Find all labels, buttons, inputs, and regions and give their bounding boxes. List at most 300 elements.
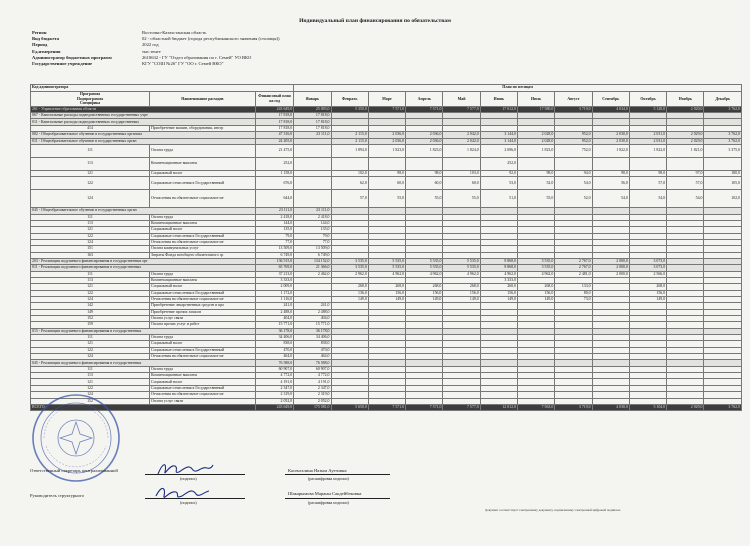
- row-month-value: 2 418,0: [294, 214, 331, 220]
- row-annual: 1 116,0: [255, 297, 293, 303]
- table-row: [31, 144, 742, 157]
- row-month-value: 5 350,0: [331, 106, 368, 112]
- row-month-value: 17 580,0: [517, 106, 554, 112]
- table-row: [31, 190, 742, 208]
- chief-label: Ответственный секретарь централизованной: [30, 468, 118, 473]
- row-month-value: 23 111,0: [294, 132, 331, 138]
- row-month-value: 4 034,0: [592, 106, 629, 112]
- row-code: 113: [31, 220, 150, 226]
- row-annual: 241,0: [255, 303, 293, 309]
- header-month: Январь: [294, 92, 331, 107]
- row-annual: 17 818,0: [255, 113, 293, 119]
- row-month-value: 2 029,0: [667, 404, 704, 410]
- header-name: Наименование расходов: [149, 92, 255, 107]
- header-specifics: Специфика: [79, 101, 101, 106]
- row-annual: 3 333,0: [255, 277, 293, 283]
- row-month-value: 133,0: [555, 284, 592, 290]
- meta-label: Ед.измерения: [32, 48, 61, 54]
- row-month-value: 3 762,0: [704, 404, 742, 410]
- row-month-value: 3 762,0: [704, 138, 742, 144]
- row-code: 011 - Капитальные расходы подведомственных государственных: [31, 119, 256, 125]
- document-title: Индивидуальный план финансирования по обязательствам: [299, 18, 451, 24]
- row-name: Оплата труда: [149, 144, 255, 157]
- row-name: Оплата труда: [149, 335, 255, 341]
- row-month-value: 1 894,0: [331, 144, 368, 157]
- row-month-value: 7 577,0: [443, 106, 480, 112]
- row-name: Приобретение лекарственных средств и про: [149, 303, 255, 309]
- row-month-value: 105,0: [704, 177, 742, 190]
- row-code: 414: [31, 125, 150, 131]
- row-month-value: 4 772,0: [294, 373, 331, 379]
- row-month-value: 2 036,0: [406, 132, 443, 138]
- row-name: Компенсационные выплаты: [149, 157, 255, 170]
- row-month-value: 8 868,0: [480, 265, 517, 271]
- meta-label: Регион: [32, 30, 47, 35]
- row-month-value: 2 042,0: [443, 132, 480, 138]
- row-name: Социальные отчисления в Государственный: [149, 177, 255, 190]
- row-code: 151: [31, 246, 150, 252]
- row-month-value: 3 375,0: [704, 144, 742, 157]
- row-month-value: 60,0: [406, 177, 443, 190]
- row-month-value: 57,0: [667, 177, 704, 190]
- row-code: 124: [31, 190, 150, 208]
- row-name: Приобретение прочих запасов: [149, 309, 255, 315]
- row-annual: 37 213,0: [255, 271, 293, 277]
- row-month-value: 2 962,0: [331, 271, 368, 277]
- row-month-value: 3 719,0: [555, 404, 592, 410]
- row-month-value: 156,0: [406, 290, 443, 296]
- row-month-value: [294, 190, 331, 208]
- row-annual: 2 347,0: [255, 385, 293, 391]
- row-month-value: 5 650,0: [331, 404, 368, 410]
- row-month-value: [443, 157, 480, 170]
- header-month: Август: [555, 92, 592, 107]
- row-month-value: 98,0: [517, 170, 554, 176]
- row-code: 113: [31, 373, 150, 379]
- row-month-value: 7 563,0: [517, 404, 554, 410]
- row-month-value: 55,0: [406, 190, 443, 208]
- row-annual: 77,0: [255, 239, 293, 245]
- row-month-value: 52,0: [555, 190, 592, 208]
- row-code: 159: [31, 322, 150, 328]
- row-month-value: 17 818,0: [294, 119, 331, 125]
- row-month-value: 2 115,0: [331, 138, 368, 144]
- row-month-value: 4 962,0: [517, 271, 554, 277]
- row-code: 111: [31, 214, 150, 220]
- row-month-value: 2 696,0: [480, 144, 517, 157]
- row-annual: 144,0: [255, 220, 293, 226]
- meta-value: 2022 год: [142, 42, 159, 48]
- table-row: [31, 404, 742, 410]
- row-name: Оплата прочих услуг и работ: [149, 322, 255, 328]
- meta-value: тыс.тенге: [142, 48, 161, 54]
- row-code: 113: [31, 157, 150, 170]
- row-month-value: 77,0: [294, 239, 331, 245]
- row-month-value: 4 030,0: [592, 404, 629, 410]
- row-month-value: 156,0: [480, 290, 517, 296]
- row-name: Отчисления на обязательное социальное ме: [149, 297, 255, 303]
- row-annual: 838,0: [255, 341, 293, 347]
- row-name: Социальные отчисления в Государственный: [149, 385, 255, 391]
- head-name-caption: (расшифровка подписи): [308, 500, 349, 505]
- row-month-value: 25 083,0: [294, 106, 331, 112]
- row-annual: 464,0: [255, 354, 293, 360]
- row-annual: 135,0: [255, 227, 293, 233]
- row-month-value: 470,0: [294, 347, 331, 353]
- row-month-value: 5 535,0: [517, 258, 554, 264]
- row-month-value: 17 012,0: [480, 106, 517, 112]
- row-month-value: 53,0: [480, 177, 517, 190]
- row-code: 113: [31, 277, 150, 283]
- row-code: 121: [31, 284, 150, 290]
- row-code: 261 - Управление образования области: [31, 106, 256, 112]
- row-annual: 2 418,0: [255, 214, 293, 220]
- row-month-value: 149,0: [368, 297, 405, 303]
- row-month-value: 36 178,0: [294, 328, 331, 334]
- row-code: 121: [31, 341, 150, 347]
- row-annual: 13 509,0: [255, 246, 293, 252]
- table-row: [31, 177, 742, 190]
- row-month-value: 7 571,0: [368, 404, 405, 410]
- row-month-value: 55,0: [368, 190, 405, 208]
- row-annual: 76 588,0: [255, 360, 293, 366]
- row-month-value: [294, 144, 331, 157]
- row-month-value: 2 115,0: [331, 132, 368, 138]
- row-annual: 470,0: [255, 347, 293, 353]
- row-month-value: 5 120,0: [629, 106, 666, 112]
- row-month-value: [331, 157, 368, 170]
- meta-value: 02 - областной бюджет (города республиканского значения (столицы)): [142, 36, 280, 42]
- row-annual: 47 316,0: [255, 132, 293, 138]
- row-month-value: 149,0: [517, 297, 554, 303]
- row-month-value: 56,0: [592, 177, 629, 190]
- row-month-value: 135,0: [294, 227, 331, 233]
- header-month: Март: [368, 92, 405, 107]
- meta-value: КГУ "СОШ №26" ГУ "ОО г. Семей ВКО": [142, 61, 224, 67]
- row-month-value: 12 012,0: [480, 404, 517, 410]
- row-annual: 644,0: [255, 190, 293, 208]
- row-annual: 23 111,0: [255, 208, 293, 214]
- row-month-value: 3 762,0: [704, 132, 742, 138]
- row-name: Социальные отчисления в Государственный: [149, 290, 255, 296]
- row-month-value: 2 020,0: [667, 106, 704, 112]
- row-annual: 6 749,0: [255, 252, 293, 258]
- row-month-value: 21 366,0: [294, 265, 331, 271]
- row-annual: 404,0: [255, 316, 293, 322]
- row-month-value: 54,0: [667, 190, 704, 208]
- row-month-value: 136,0: [331, 290, 368, 296]
- row-month-value: 3 144,0: [480, 132, 517, 138]
- row-code: 122: [31, 347, 150, 353]
- row-name: Социальный налог: [149, 379, 255, 385]
- row-annual: 136 515,0: [255, 258, 293, 264]
- row-annual: 21 475,0: [255, 144, 293, 157]
- row-month-value: 252,0: [480, 157, 517, 170]
- row-annual: 2 052,0: [255, 398, 293, 404]
- row-annual: 60 907,0: [255, 366, 293, 372]
- row-month-value: 5 535,0: [443, 265, 480, 271]
- row-month-value: 156,0: [443, 290, 480, 296]
- row-month-value: 268,0: [406, 284, 443, 290]
- row-month-value: 7 571,0: [406, 106, 443, 112]
- row-name: Социальные отчисления в Государственный: [149, 233, 255, 239]
- row-month-value: 34 406,0: [294, 335, 331, 341]
- row-month-value: 2 029,0: [667, 132, 704, 138]
- row-month-value: 5 535,0: [443, 258, 480, 264]
- row-month-value: 94,0: [555, 170, 592, 176]
- row-month-value: 241,0: [294, 303, 331, 309]
- row-month-value: 80,0: [555, 290, 592, 296]
- row-month-value: 3 762,0: [704, 106, 742, 112]
- head-name: Шакарымова Маржан Сакдейбековна: [288, 491, 362, 496]
- row-month-value: 5 104,0: [629, 404, 666, 410]
- row-month-value: 52,0: [517, 177, 554, 190]
- header-admin-code: Код администратора: [31, 85, 294, 92]
- row-month-value: 268,0: [368, 284, 405, 290]
- e-signature-note: Документ соответствует электронному документу, подписанному электронной цифровой подписью: [485, 508, 621, 512]
- header-month: Июль: [517, 92, 554, 107]
- row-month-value: [592, 157, 629, 170]
- row-month-value: 2 031,0: [629, 138, 666, 144]
- row-code: ВСЕГО:: [31, 404, 256, 410]
- row-month-value: 2 036,0: [406, 138, 443, 144]
- row-month-value: 268,0: [331, 284, 368, 290]
- row-month-value: 1 822,0: [629, 144, 666, 157]
- row-month-value: 60 907,0: [294, 366, 331, 372]
- row-month-value: 57,0: [629, 177, 666, 190]
- head-sign-caption: (подпись): [180, 500, 197, 505]
- row-code: 111: [31, 144, 150, 157]
- row-month-value: 54,0: [629, 190, 666, 208]
- row-code: 203 - Реализация подушевого финансирования в государственных орг: [31, 258, 256, 264]
- row-month-value: 1 821,0: [667, 144, 704, 157]
- row-month-value: 54,0: [555, 177, 592, 190]
- row-month-value: [368, 157, 405, 170]
- meta-label: Администратор бюджетных программ: [32, 54, 112, 60]
- row-name: Оплата услуг связи: [149, 398, 255, 404]
- row-month-value: 149,0: [629, 297, 666, 303]
- row-code: 121: [31, 227, 150, 233]
- row-month-value: 752,0: [555, 144, 592, 157]
- header-month: Июнь: [480, 92, 517, 107]
- row-month-value: 60,0: [368, 177, 405, 190]
- row-annual: 15 771,0: [255, 322, 293, 328]
- header-month: Сентябрь: [592, 92, 629, 107]
- row-month-value: 2 030,0: [592, 132, 629, 138]
- row-month-value: 79,0: [294, 233, 331, 239]
- row-code: 011 - Общеобразовательное обучение в государственных орган: [31, 138, 256, 144]
- row-month-value: 4 962,0: [368, 271, 405, 277]
- row-code: 122: [31, 233, 150, 239]
- row-month-value: 2 028,0: [517, 138, 554, 144]
- row-month-value: 2 000,0: [592, 258, 629, 264]
- row-month-value: 3 535,0: [331, 258, 368, 264]
- row-month-value: 952,0: [555, 138, 592, 144]
- row-month-value: 15 771,0: [294, 322, 331, 328]
- row-month-value: 5 535,0: [406, 258, 443, 264]
- head-label: Руководитель структурного: [30, 493, 84, 498]
- row-name: Социальный налог: [149, 284, 255, 290]
- row-month-value: 2 052,0: [294, 398, 331, 404]
- header-month: Ноябрь: [667, 92, 704, 107]
- row-month-value: 838,0: [294, 341, 331, 347]
- row-month-value: 3 719,0: [555, 106, 592, 112]
- row-month-value: 7 577,0: [443, 404, 480, 410]
- row-annual: 79,0: [255, 233, 293, 239]
- row-annual: 34 406,0: [255, 335, 293, 341]
- row-month-value: 98,0: [592, 170, 629, 176]
- row-month-value: 1 824,0: [443, 144, 480, 157]
- header-month: Апрель: [406, 92, 443, 107]
- row-name: Отчисления на обязательное социальное ме: [149, 392, 255, 398]
- row-month-value: 2 030,0: [592, 138, 629, 144]
- row-annual: 4 772,0: [255, 373, 293, 379]
- row-month-value: 7 571,0: [368, 106, 405, 112]
- row-month-value: 55,0: [443, 190, 480, 208]
- row-name: Затраты Фонда всеобщего обязательного ср: [149, 252, 255, 258]
- row-code: 011 - Реализация подушевого финансирования в государственных: [31, 265, 256, 271]
- row-month-value: [629, 157, 666, 170]
- row-month-value: 1 823,0: [517, 144, 554, 157]
- row-month-value: 98,0: [406, 170, 443, 176]
- row-code: 082 - Общеобразовательное обучение в государственных организа: [31, 132, 256, 138]
- row-month-value: 134 152,0: [294, 258, 331, 264]
- row-month-value: 92,0: [480, 170, 517, 176]
- row-month-value: 60,0: [443, 177, 480, 190]
- row-month-value: 156,0: [629, 290, 666, 296]
- row-month-value: 149,0: [443, 297, 480, 303]
- row-month-value: 3 535,0: [331, 265, 368, 271]
- row-month-value: 76 588,0: [294, 360, 331, 366]
- row-annual: 36 178,0: [255, 328, 293, 334]
- row-month-value: 1 822,0: [592, 144, 629, 157]
- row-month-value: 2 036,0: [368, 132, 405, 138]
- row-month-value: 156,0: [368, 290, 405, 296]
- row-code: 045 - Общеобразовательное обучение в государственных орган: [31, 208, 256, 214]
- row-month-value: 175 081,0: [294, 404, 331, 410]
- meta-label: Период: [32, 42, 48, 48]
- row-annual: 676,0: [255, 177, 293, 190]
- row-month-value: 103,0: [443, 170, 480, 176]
- row-code: 124: [31, 239, 150, 245]
- row-month-value: 62,0: [331, 177, 368, 190]
- row-month-value: 5 535,0: [368, 258, 405, 264]
- row-name: Компенсационные выплаты: [149, 373, 255, 379]
- row-month-value: 102,0: [704, 190, 742, 208]
- row-name: Оплата труда: [149, 271, 255, 277]
- row-name: Социальный налог: [149, 227, 255, 233]
- row-annual: 243 649,0: [255, 106, 293, 112]
- row-annual: 17 818,0: [255, 125, 293, 131]
- row-month-value: 3 144,0: [480, 138, 517, 144]
- row-month-value: 2 462,0: [294, 271, 331, 277]
- row-code: 124: [31, 297, 150, 303]
- header-month: Октябрь: [629, 92, 666, 107]
- row-name: Компенсационные выплаты: [149, 277, 255, 283]
- row-month-value: 73,0: [555, 297, 592, 303]
- row-code: 122: [31, 385, 150, 391]
- row-month-value: 4 962,0: [443, 271, 480, 277]
- row-month-value: 268,0: [443, 284, 480, 290]
- chief-name: Касенгалина Назым Ауезовна: [288, 468, 347, 473]
- meta-value: Восточно-Казахстанская область: [142, 30, 207, 35]
- row-month-value: [517, 157, 554, 170]
- row-month-value: 4 962,0: [406, 271, 443, 277]
- row-month-value: [667, 157, 704, 170]
- row-month-value: 5 535,0: [368, 265, 405, 271]
- row-month-value: 97,0: [667, 170, 704, 176]
- row-code: 149: [31, 309, 150, 315]
- header-months-group: План по месяцам: [294, 85, 742, 92]
- row-month-value: 4 191,0: [294, 379, 331, 385]
- chief-sign-caption: (подпись): [180, 476, 197, 481]
- row-annual: 65 769,0: [255, 265, 293, 271]
- row-month-value: 2 566,0: [629, 271, 666, 277]
- row-annual: 2 488,0: [255, 309, 293, 315]
- row-name: Оплата услуг связи: [149, 316, 255, 322]
- row-month-value: [555, 157, 592, 170]
- row-month-value: 952,0: [555, 132, 592, 138]
- row-month-value: 98,0: [368, 170, 405, 176]
- row-month-value: 2 000,0: [592, 265, 629, 271]
- row-month-value: 54,0: [592, 190, 629, 208]
- row-month-value: 3 073,0: [629, 258, 666, 264]
- row-annual: 2 009,0: [255, 284, 293, 290]
- row-annual: 252,0: [255, 157, 293, 170]
- table-body: [31, 106, 742, 410]
- row-name: Социальный налог: [149, 341, 255, 347]
- row-month-value: 2 000,0: [592, 271, 629, 277]
- row-name: Социальный налог: [149, 170, 255, 176]
- header-subprogram: Подпрограмма: [76, 96, 104, 101]
- row-month-value: 102,0: [331, 170, 368, 176]
- row-month-value: [704, 157, 742, 170]
- row-month-value: 55,0: [517, 190, 554, 208]
- row-month-value: 180,0: [704, 170, 742, 176]
- row-annual: 1 158,0: [255, 170, 293, 176]
- row-annual: 17 818,0: [255, 119, 293, 125]
- row-month-value: 2 767,0: [555, 258, 592, 264]
- row-code: 122: [31, 177, 150, 190]
- row-month-value: 8 868,0: [480, 258, 517, 264]
- table-row: [31, 157, 742, 170]
- row-code: 124: [31, 392, 150, 398]
- document-metadata: [32, 30, 392, 67]
- row-code: 015 - Реализация подушевого финансирования в государственных: [31, 328, 256, 334]
- row-month-value: 5 535,0: [517, 265, 554, 271]
- row-month-value: 2 028,0: [517, 132, 554, 138]
- row-month-value: 2 319,0: [294, 392, 331, 398]
- row-code: 067 - Капитальные расходы подведомственных государственных учре: [31, 113, 256, 119]
- row-name: Социальные отчисления в Государственный: [149, 347, 255, 353]
- row-name: Отчисления на обязательное социальное ме: [149, 190, 255, 208]
- row-code: 163: [31, 252, 150, 258]
- row-month-value: 2 029,0: [667, 138, 704, 144]
- row-name: Оплата труда: [149, 214, 255, 220]
- meta-row: [32, 61, 392, 67]
- row-month-value: 149,0: [406, 297, 443, 303]
- row-name: Отчисления на обязательное социальное ме: [149, 239, 255, 245]
- row-month-value: 2 488,0: [294, 309, 331, 315]
- row-month-value: 268,0: [517, 284, 554, 290]
- row-month-value: 464,0: [294, 354, 331, 360]
- row-name: Оплата труда: [149, 366, 255, 372]
- row-code: 152: [31, 398, 150, 404]
- row-month-value: 6 749,0: [294, 252, 331, 258]
- row-annual: 4 191,0: [255, 379, 293, 385]
- row-month-value: 13 509,0: [294, 246, 331, 252]
- row-month-value: 2 042,0: [443, 138, 480, 144]
